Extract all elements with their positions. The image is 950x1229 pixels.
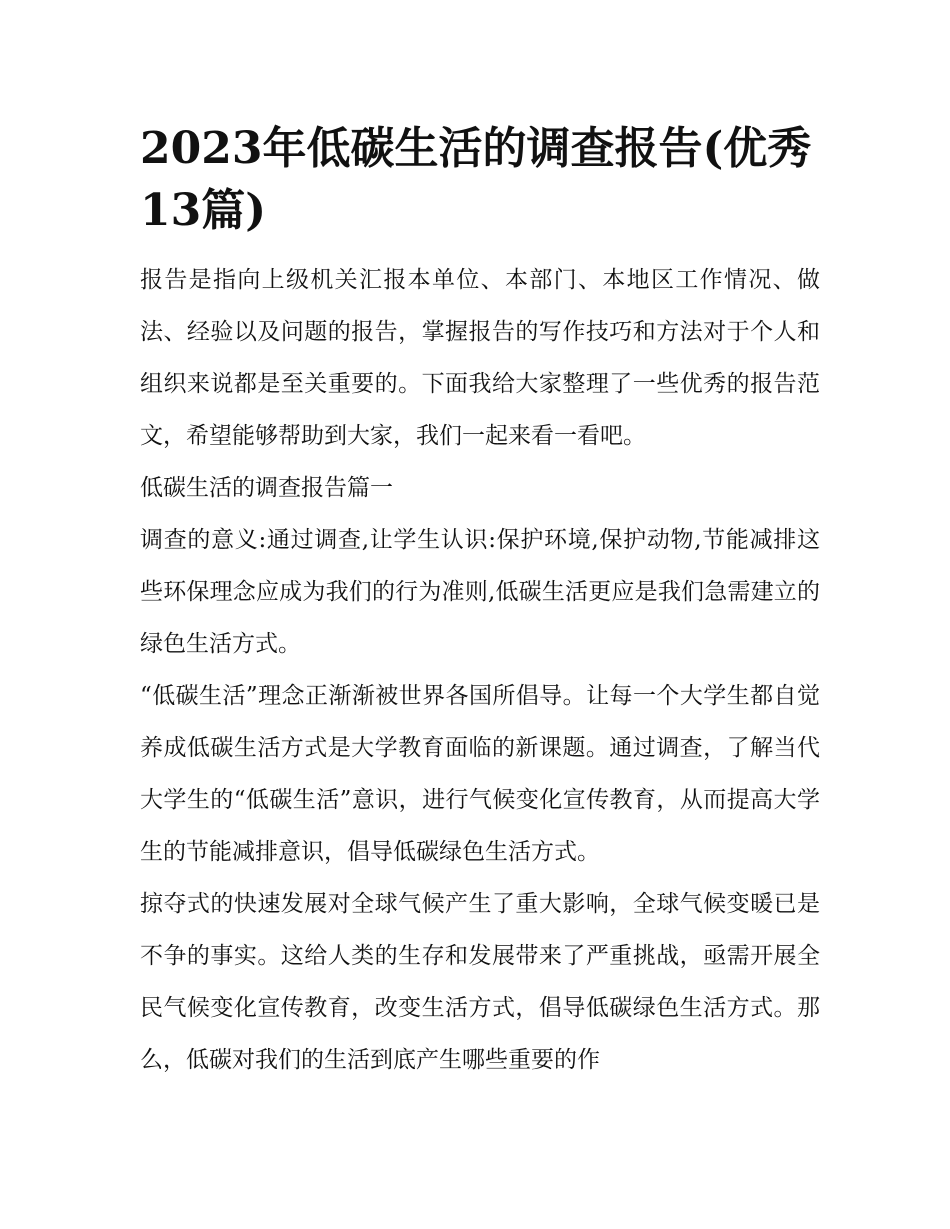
section-heading: 低碳生活的调查报告篇一 <box>140 475 393 501</box>
document-title: 2023年低碳生活的调查报告(优秀13篇) <box>140 123 812 236</box>
paragraph-purpose: 调查的意义:通过调查,让学生认识:保护环境,保护动物,节能减排这些环保理念应成为我们的行为准则,低碳生活更应是我们急需建立的绿色生活方式。 <box>140 527 820 657</box>
document-body <box>140 118 820 1086</box>
paragraph-low-carbon-concept: “低碳生活”理念正渐渐被世界各国所倡导。让每一个大学生都自觉养成低碳生活方式是大学教育面临的新课题。通过调查，了解当代大学生的“低碳生活”意识，进行气候变化宣传教育，从而提高大学生的节能减排意识，倡导低碳绿色生活方式。 <box>140 683 820 865</box>
paragraph-climate-impact: 掠夺式的快速发展对全球气候产生了重大影响，全球气候变暖已是不争的事实。这给人类的生存和发展带来了严重挑战，亟需开展全民气候变化宣传教育，改变生活方式，倡导低碳绿色生活方式。那么，低碳对我们的生活到底产生哪些重要的作 <box>140 891 820 1073</box>
intro-paragraph: 报告是指向上级机关汇报本单位、本部门、本地区工作情况、做法、经验以及问题的报告，掌握报告的写作技巧和方法对于个人和组织来说都是至关重要的。下面我给大家整理了一些优秀的报告范文，希望能够帮助到大家，我们一起来看一看吧。 <box>140 267 820 449</box>
